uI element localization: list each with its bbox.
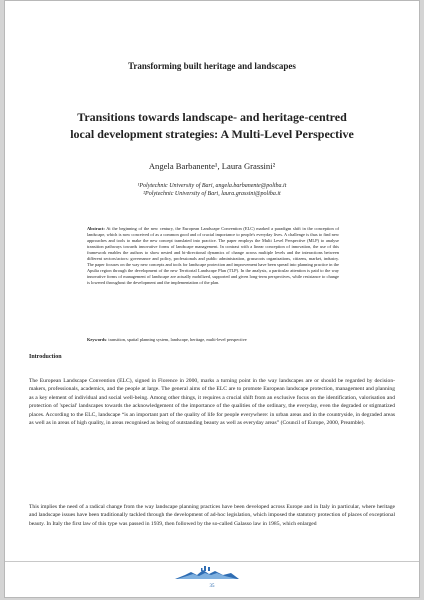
abstract [87, 226, 339, 286]
section-header: Transforming built heritage and landscapes [128, 61, 296, 71]
footer-rule [5, 561, 419, 562]
affiliations [5, 182, 419, 198]
keywords [87, 337, 339, 343]
publisher-logo-icon [171, 563, 243, 583]
abstract-text: At the beginning of the new century, the European Landscape Convention (ELC) marked a paradigm shift in the conception of landscape, which is now conceived of as a common good and of crucial importance to people's everyday lives. A challenge is thus to find new approaches and tools to make the new concept translated into practice. The paper employs the Multi Level Perspective (MLP) to analyse transition pathways towards innovative forms of landscape management. In contrast with a linear conception of innovation, the use of this framework enables the authors to show nested and bi-directional dynamics of change across multiple levels and the interactions between different sectors/actors: governance and policy, professionals and public administration, grassroots organizations, citizens, market, industry. The paper focuses on the way new concepts and tools for landscape protection and improvement have been spread into planning practice in the Apulia region through the development of the new Territorial Landscape Plan (TLP). In the analysis, a particular attention is paid to the way innovative forms of management of landscape are actually mobilized, supported and given long-term perspectives, while resistance to change is lowered throughout the development and the implementation of the plan. [87, 226, 339, 285]
intro-heading: Introduction [29, 354, 62, 360]
article-authors: Angela Barbanente¹, Laura Grassini² [148, 161, 276, 171]
abstract-label: Abstract: [87, 226, 105, 231]
intro-paragraph-2: This implies the need of a radical change from the way landscape planning practices have been developed across Europe and in Italy in particular, where heritage and landscape issues have been traditionally tackled through the development of ad-hoc legislation, which imposed the statutory protection of places of exceptional beauty. In Italy the first law of this type was passed in 1939, then followed by the so-called Galasso law in 1985, which enlarged [29, 504, 395, 527]
keywords-label: Keywords [87, 337, 107, 342]
affiliation-2: ²Polytechnic University of Bari, laura.grassini@poliba.it [143, 191, 281, 197]
affiliation-1: ¹Polytechnic University of Bari, angela.barbanente@poliba.it [137, 183, 287, 189]
intro-paragraph-1: The European Landscape Convention (ELC), signed in Florence in 2000, marks a turning point in the way landscapes are or should be regarded by decision-makers, professionals, academics, and the people at large. The general aims of the ELC are to promote European landscape protection, management and planning as a key element of individual and social well-being. Among other things, it requires a crucial shift from an exclusive focus on the identification, valorisation and protection of 'special' landscapes towards the acknowledgement of the importance of the qualities of the ordinary, the everyday, even the degraded or stigmatized places. According to the ELC, landscape “is an important part of the quality of life for people everywhere: in urban areas and in the countryside, in degraded areas as well as in areas of high quality, in areas recognised as being of outstanding beauty as well as everyday areas” (Council of Europe, 2000, Preamble). [29, 378, 395, 427]
paper-page [4, 0, 420, 598]
article-title: Transitions towards landscape- and heritage-centred local development strategies: A Multi-Level Perspective [70, 110, 354, 141]
keywords-text: : transition, spatial planning system, landscape, heritage, multi-level perspective [106, 337, 247, 342]
page-number: 35 [209, 584, 215, 589]
